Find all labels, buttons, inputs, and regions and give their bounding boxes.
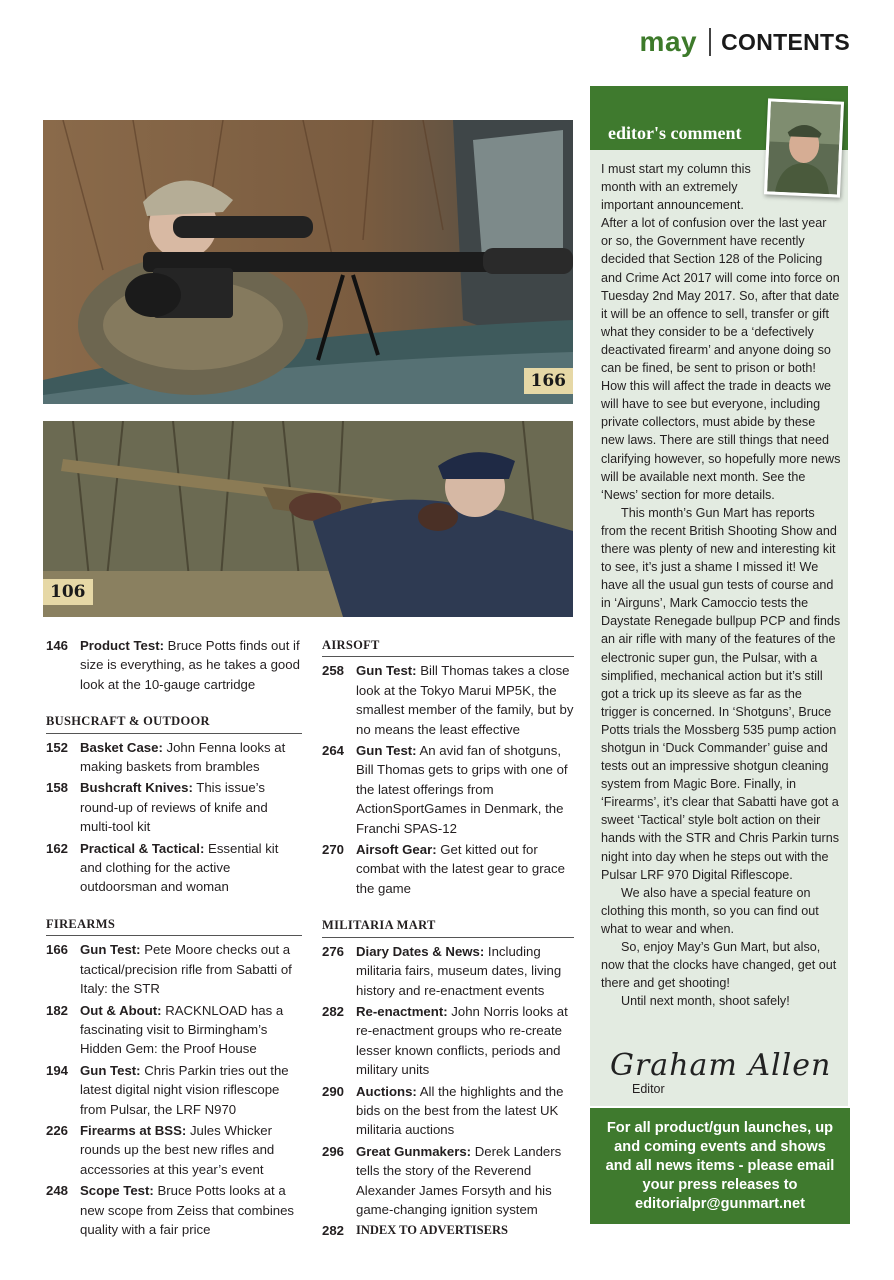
toc-entry-description: Bill Thomas takes a close look at the Tokyo Marui MP5K, the smallest member of the family, but by no means the least effective [356, 663, 574, 737]
toc-entry-text [80, 1061, 302, 1119]
toc-entry[interactable] [46, 839, 302, 897]
toc-page-number: 162 [46, 840, 69, 856]
toc-entry-text [356, 1002, 574, 1080]
toc-entry-title: Airsoft Gear: [356, 842, 437, 858]
editors-paragraph: We also have a special feature on clothing this month, so you can find out what to wear and when. [601, 885, 819, 936]
toc-page-number: 146 [46, 638, 69, 653]
toc-entry-description: Essential kit and clothing for the active outdoorsman and woman [80, 840, 279, 895]
toc-entry[interactable] [46, 940, 302, 998]
toc-entry[interactable] [322, 942, 574, 1000]
toc-entry-description: All the highlights and the bids on the best from the latest UK militaria auctions [356, 1083, 564, 1138]
toc-entry[interactable] [46, 1181, 302, 1239]
section-heading: BUSHCRAFT & OUTDOOR [46, 712, 302, 733]
press-release-text: For all product/gun launches, up and coming events and shows and all news items - please email your press releases to editorialpr@gunmart.net [605, 1119, 835, 1212]
toc-page-number: 258 [322, 663, 345, 679]
toc-entry-text [80, 738, 302, 777]
section-heading: FIREARMS [46, 915, 302, 936]
toc-entry-description: Bruce Potts looks at a new scope from Zeiss that combines quality with a fair price [80, 1183, 295, 1237]
toc-entry-text [356, 840, 574, 898]
toc-entry-description: Derek Landers tells the story of the Reverend Alexander James Forsyth and his game-changing ignition system [356, 1143, 562, 1217]
toc-entry[interactable] [46, 738, 302, 777]
toc-entry-title: Practical & Tactical: [80, 840, 205, 856]
toc-entry[interactable] [46, 636, 302, 694]
toc-entry-title: Out & About: [80, 1002, 162, 1018]
toc-page-number: 158 [46, 780, 69, 796]
toc-entry-advertisers[interactable] [322, 1221, 574, 1240]
editors-paragraph: This month’s Gun Mart has reports from the recent British Shooting Show and there was plenty of new and interesting kit to see, it’s just a shame I missed it! We have all the usual gun tests of course and in ‘Airguns’, Mark Camoccio tests the Daystate Renegade bullpup PCP and finds an air rifle with many of the features of the electronic super gun, the Pulsar, with a simplified, mechanical action but it’s still got a trick up its sleeve as far as the trigger is concerned. In ‘Shotguns’, Bruce Potts trials the Mossberg 535 pump action shotgun in ‘Duck Commander’ guise and tests out an impressive shotgun cleaning system from Magic Bore. Finally, in ‘Firearms’, it’s clear that Sabatti have got a sweet ‘Tactical’ style bolt action on their hands with the STR and Chris Parkin turns night into day when he steps out with the Pulsar LRF 970 Digital Riflescope. [601, 505, 841, 882]
issue-month: may [639, 26, 698, 57]
toc-page-number: 296 [322, 1143, 345, 1159]
toc-entry-description: John Fenna looks at making baskets from brambles [80, 739, 286, 775]
rifle-photo-image [43, 120, 573, 404]
toc-page-number: 248 [46, 1183, 69, 1199]
toc-entry-title: Diary Dates & News: [356, 943, 485, 959]
toc-entry[interactable] [322, 661, 574, 739]
toc-page-number: 282 [322, 1003, 345, 1019]
editors-comment-heading: editor's comment [608, 123, 742, 143]
page-badge: 106 [43, 579, 93, 605]
toc-page-number: 282 [322, 1223, 345, 1239]
toc-entry-title: Product Test: [80, 638, 165, 653]
toc-entry[interactable] [322, 840, 574, 898]
editors-paragraph: After a lot of confusion over the last year or so, the Government have recently decided that Section 128 of the Policing and Crime Act 2017 will come into force on Tuesday 2nd May 2017. So, after that date it will be an offence to sell, transfer or gift what they consider to be a ‘defectively deactivated firearm’ and anyone doing so can be fined, be sent to prison or both! How this will affect the trade in deacts we will have to see but everyone, including private collectors, must abide by these new laws. There are still things that need clarifying however, so hopefully more news will be available next month. See the ‘News’ section for more details. [601, 216, 841, 502]
toc-left-column [46, 636, 302, 1241]
toc-entry[interactable] [322, 1082, 574, 1140]
toc-entry-description: Including militaria fairs, museum dates, living history and re-enactment events [356, 943, 562, 998]
toc-entry-title: Auctions: [356, 1083, 417, 1099]
toc-entry-description: RACKNLOAD has a fascinating visit to Birmingham’s Hidden Gem: the Proof House [80, 1002, 284, 1057]
toc-entry-title: Great Gunmakers: [356, 1143, 472, 1159]
toc-entry-text [80, 636, 302, 694]
toc-page-number: 264 [322, 743, 345, 759]
page-badge: 166 [524, 368, 574, 394]
toc-entry-title: Bushcraft Knives: [80, 780, 193, 796]
toc-page-number: 276 [322, 943, 345, 959]
toc-entry-title: Re-enactment: [356, 1003, 448, 1019]
press-release-box [590, 1108, 850, 1224]
toc-entry-text [356, 1142, 574, 1220]
toc-entry-description: An avid fan of shotguns, Bill Thomas gets to grips with one of the latest offerings from ActionSportGames in Denmark, the Franchi SPAS-12 [356, 743, 568, 836]
toc-entry-text [356, 661, 574, 739]
toc-entry-title: Gun Test: [356, 663, 417, 679]
toc-entry-description: Pete Moore checks out a tactical/precision rifle from Sabatti of Italy: the STR [80, 942, 292, 997]
toc-entry-text [80, 839, 302, 897]
editors-comment-panel [590, 86, 848, 1106]
toc-entry[interactable] [322, 741, 574, 838]
editors-comment-body [601, 160, 841, 1010]
advertisers-index-label: INDEX TO ADVERTISERS [356, 1223, 508, 1238]
toc-entry-title: Gun Test: [80, 942, 141, 958]
toc-entry[interactable] [46, 1001, 302, 1059]
toc-entry[interactable] [46, 1061, 302, 1119]
toc-entry-text [80, 1121, 302, 1179]
toc-entry-description: Bruce Potts finds out if size is everything, as he takes a good look at the 10-gauge cartridge [80, 638, 300, 692]
toc-entry-text [80, 778, 302, 836]
toc-entry-text [356, 741, 574, 838]
toc-page-number: 270 [322, 842, 345, 858]
toc-entry-text [80, 1001, 302, 1059]
toc-entry-title: Gun Test: [80, 1062, 141, 1078]
toc-page-number: 182 [46, 1002, 69, 1018]
toc-entry-description: This issue’s round-up of reviews of knife and multi-tool kit [80, 780, 268, 835]
toc-entry-description: Chris Parkin tries out the latest digital night vision riflescope from Pulsar, the LRF N970 [80, 1062, 289, 1117]
editors-paragraph: Until next month, shoot safely! [621, 994, 790, 1009]
feature-photo-shotgun[interactable] [43, 421, 573, 617]
section-heading: AIRSOFT [322, 636, 574, 657]
toc-entry[interactable] [322, 1142, 574, 1220]
page-header [640, 26, 850, 58]
section-heading: MILITARIA MART [322, 916, 574, 937]
toc-entry-title: Firearms at BSS: [80, 1122, 187, 1138]
toc-entry[interactable] [46, 778, 302, 836]
editors-paragraph: I must start my column this month with an extremely important announcement. [601, 162, 751, 213]
toc-entry-description: John Norris looks at re-enactment groups who re-create lesser known conflicts, periods and military units [356, 1003, 568, 1078]
feature-photo-rifle[interactable] [43, 120, 573, 404]
toc-entry-title: Basket Case: [80, 739, 163, 755]
toc-entry-text [356, 1082, 574, 1140]
toc-entry-text [80, 1181, 302, 1239]
toc-right-column [322, 636, 574, 1243]
editor-role: Editor [632, 1082, 665, 1096]
toc-entry-description: Jules Whicker rounds up the best new rifles and accessories at this year’s event [80, 1122, 275, 1177]
toc-entry-description: Get kitted out for combat with the latest gear to grace the game [356, 842, 565, 896]
toc-entry[interactable] [322, 1002, 574, 1080]
editor-signature: Graham Allen [610, 1048, 832, 1083]
shotgun-photo-image [43, 421, 573, 617]
header-divider [709, 28, 711, 56]
toc-page-number: 166 [46, 942, 69, 958]
section-title: CONTENTS [721, 28, 850, 55]
toc-page-number: 290 [322, 1083, 345, 1099]
toc-entry-title: Scope Test: [80, 1183, 154, 1199]
toc-page-number: 152 [46, 739, 69, 755]
toc-entry-text [356, 942, 574, 1000]
toc-page-number: 194 [46, 1062, 69, 1078]
toc-page-number: 226 [46, 1122, 69, 1138]
toc-entry-text [80, 940, 302, 998]
editors-paragraph: So, enjoy May’s Gun Mart, but also, now that the clocks have changed, get out there and get shooting! [601, 940, 837, 991]
toc-entry-title: Gun Test: [356, 743, 417, 759]
toc-entry[interactable] [46, 1121, 302, 1179]
